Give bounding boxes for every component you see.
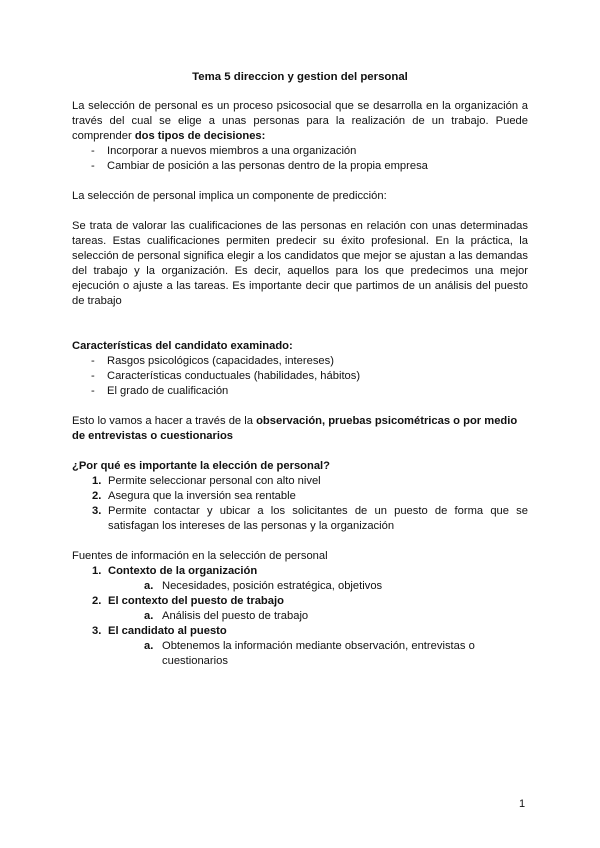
intro-bold: dos tipos de decisiones: [134, 130, 266, 142]
sub-item-letter: a. [144, 580, 154, 592]
item-number: 3. [92, 625, 102, 637]
importance-list [72, 474, 528, 534]
intro-paragraph [72, 99, 528, 144]
item-title: El contexto del puesto de trabajo [108, 595, 284, 607]
document-title: Tema 5 direccion y gestion del personal [192, 71, 408, 83]
sources-list [72, 564, 528, 669]
methods-bold: observación, pruebas psicométricas o por medio de entrevistas o cuestionarios [72, 415, 518, 442]
item-number: 1. [92, 565, 102, 577]
list-item [92, 474, 528, 489]
item-number: 1. [92, 475, 102, 487]
sub-list [108, 609, 528, 624]
sub-item [144, 609, 528, 624]
intro-text: La selección de personal es un proceso psicosocial que se desarrolla en la organización a través del cual se elige a unas personas para la realización de un trabajo. Puede comprender [72, 100, 528, 142]
sources-heading: Fuentes de información en la selección de personal [72, 550, 328, 562]
item-title: Contexto de la organización [108, 565, 258, 577]
methods-text: Esto lo vamos a hacer a través de la [72, 415, 257, 427]
sub-item-text: Obtenemos la información mediante observación, entrevistas o cuestionarios [162, 640, 475, 667]
importance-heading: ¿Por qué es importante la elección de personal? [72, 460, 331, 472]
sub-item-text: Análisis del puesto de trabajo [162, 610, 309, 622]
sub-item-text: Necesidades, posición estratégica, objetivos [162, 580, 383, 592]
list-item [92, 594, 528, 624]
item-text: Permite contactar y ubicar a los solicitantes de un puesto de forma que se satisfagan los intereses de las personas y la organización [108, 505, 528, 532]
valuation-paragraph: Se trata de valorar las cualificaciones de las personas en relación con unas determinadas tareas. Estas cualificaciones permiten predecir su éxito profesional. En la práctica, la selección de personal significa elegir a los candidatos que mejor se ajustan a las demandas del trabajo y la organización. Es decir, aquellos para los que predecimos una mejor ejecución o ajuste a las tareas. Es importante decir que partimos de un análisis del puesto de trabajo [72, 220, 528, 307]
list-item: - Características conductuales (habilidades, hábitos) [91, 369, 528, 384]
sub-list [108, 579, 528, 594]
item-text: Permite seleccionar personal con alto nivel [108, 475, 321, 487]
item-title: El candidato al puesto [108, 625, 227, 637]
characteristics-list [72, 354, 528, 399]
list-item: - Cambiar de posición a las personas dentro de la propia empresa [91, 159, 528, 174]
list-item: - Rasgos psicológicos (capacidades, intereses) [91, 354, 528, 369]
list-item [92, 504, 528, 534]
list-item [92, 489, 528, 504]
prediction-paragraph: La selección de personal implica un componente de predicción: [72, 190, 387, 202]
list-item [92, 564, 528, 594]
list-item [92, 624, 528, 669]
item-number: 2. [92, 595, 102, 607]
sub-item-letter: a. [144, 610, 154, 622]
page-number: 1 [519, 798, 526, 810]
item-number: 2. [92, 490, 102, 502]
sub-item [144, 639, 528, 669]
sub-item [144, 579, 528, 594]
list-item: - El grado de cualificación [91, 384, 528, 399]
methods-paragraph [72, 414, 528, 444]
characteristics-heading: Características del candidato examinado: [72, 340, 293, 352]
decisions-list [72, 144, 528, 174]
sub-list [108, 639, 528, 669]
sub-item-letter: a. [144, 640, 154, 652]
item-text: Asegura que la inversión sea rentable [108, 490, 296, 502]
item-number: 3. [92, 505, 102, 517]
list-item: - Incorporar a nuevos miembros a una organización [91, 144, 528, 159]
